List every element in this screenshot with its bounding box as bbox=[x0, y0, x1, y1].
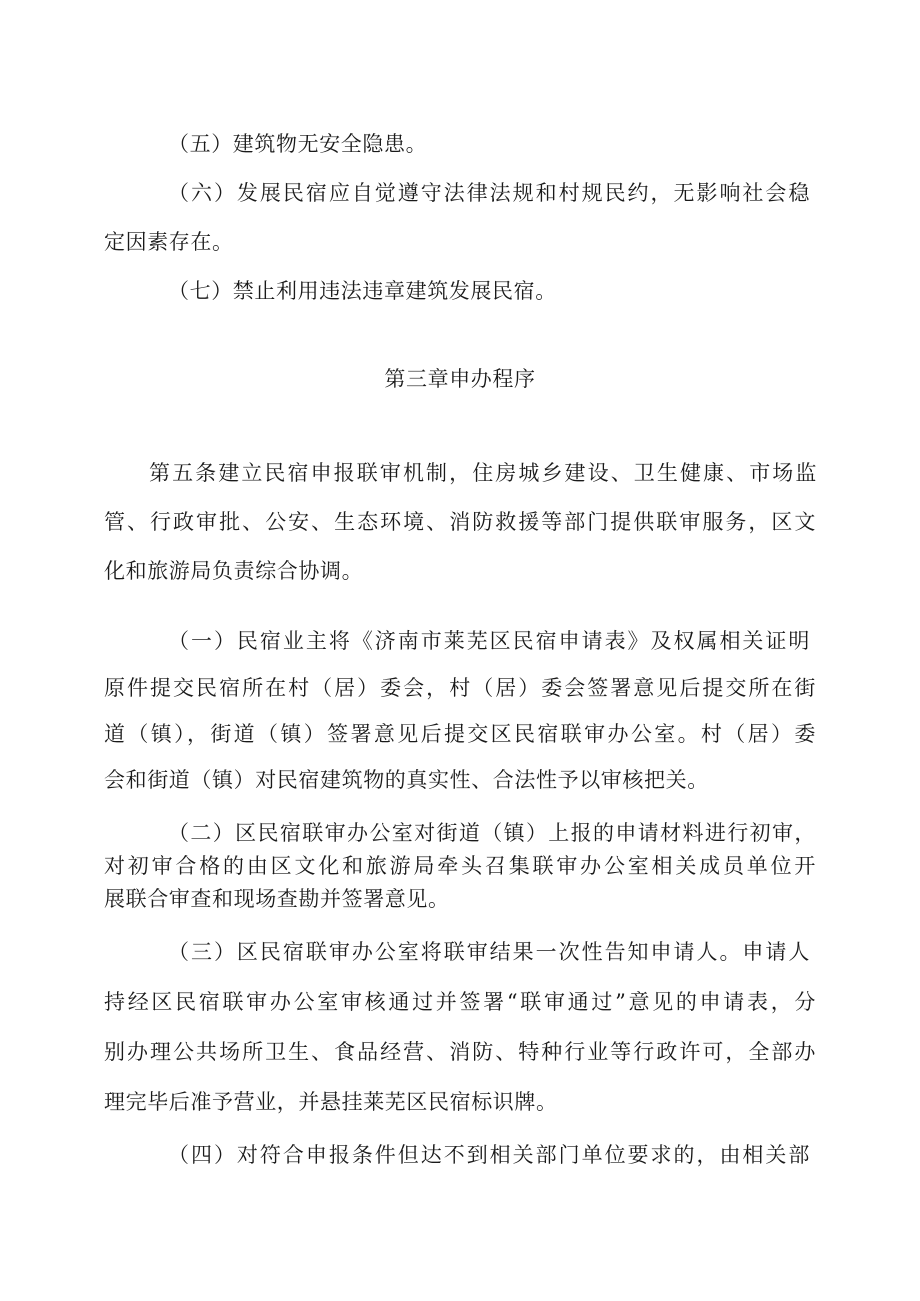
item3-line1: （三）区民宿联审办公室将联审结果一次性告知申请人。申请人 bbox=[168, 940, 810, 964]
article5-line2: 管、行政审批、公安、生态环境、消防救援等部门提供联审服务，区文 bbox=[104, 510, 816, 534]
article5-line1: 第五条建立民宿申报联审机制，住房城乡建设、卫生健康、市场监 bbox=[149, 461, 817, 485]
item3-line4: 理完毕后准予营业，并悬挂莱芜区民宿标识牌。 bbox=[104, 1090, 558, 1114]
item1-line4: 会和街道（镇）对民宿建筑物的真实性、合法性予以审核把关。 bbox=[104, 768, 709, 792]
article5-line3: 化和旅游局负责综合协调。 bbox=[104, 559, 364, 583]
item2-line3: 展联合审查和现场查勘并签署意见。 bbox=[104, 887, 450, 911]
chapter-heading: 第三章申办程序 bbox=[384, 367, 536, 391]
item2-line1: （二）区民宿联审办公室对街道（镇）上报的申请材料进行初审， bbox=[168, 821, 816, 845]
item1-line2: 原件提交民宿所在村（居）委会，村（居）委会签署意见后提交所在街 bbox=[104, 676, 816, 700]
item1-line3: 道（镇），街道（镇）签署意见后提交区民宿联审办公室。村（居）委 bbox=[104, 722, 816, 746]
item-seven: （七）禁止利用违法违章建筑发展民宿。 bbox=[168, 279, 557, 303]
item-six-line1: （六）发展民宿应自觉遵守法律法规和村规民约，无影响社会稳 bbox=[168, 181, 810, 205]
item3-line3: 别办理公共场所卫生、食品经营、消防、特种行业等行政许可，全部办 bbox=[104, 1040, 816, 1064]
item-six-line2: 定因素存在。 bbox=[104, 230, 234, 254]
item2-line2: 对初审合格的由区文化和旅游局牵头召集联审办公室相关成员单位开 bbox=[104, 854, 816, 878]
item3-line2: 持经区民宿联审办公室审核通过并签署“联审通过”意见的申请表，分 bbox=[104, 990, 816, 1014]
item-five: （五）建筑物无安全隐患。 bbox=[168, 132, 428, 156]
item1-line1: （一）民宿业主将《济南市莱芜区民宿申请表》及权属相关证明 bbox=[168, 629, 810, 653]
item4-line1: （四）对符合申报条件但达不到相关部门单位要求的，由相关部 bbox=[168, 1143, 810, 1167]
